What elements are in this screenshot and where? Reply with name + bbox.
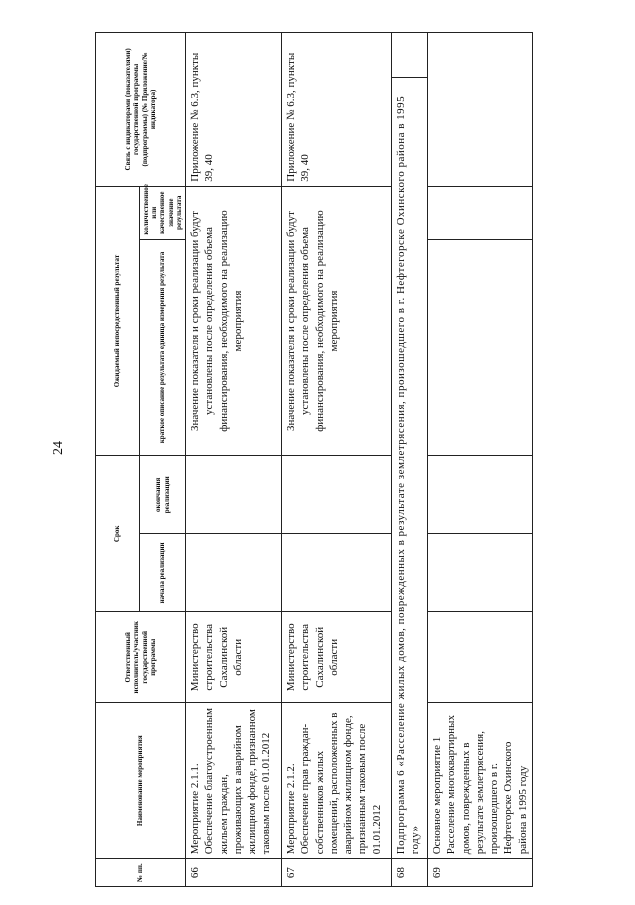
row-result-desc (428, 239, 533, 456)
table-row (186, 33, 282, 887)
row-link (428, 33, 533, 187)
subprogram-title: Подпрограмма 6 «Расселение жилых домов, поврежденных в результате землетрясения, произошедшего в г. Нефтегорске Охинского района в 1995 году» (392, 78, 428, 859)
subprogram-num: 68 (392, 859, 428, 887)
subprogram-row (392, 33, 428, 887)
row-name: Основное мероприятие 1 Расселение многоквартирных домов, поврежденных в результате землетрясения, произошедшего в г. Нефтегорске Охинского района в 1995 году (428, 703, 533, 859)
row-term-end (428, 456, 533, 534)
table-wrapper (95, 32, 590, 887)
header-result: Ожидаемый непосредственный результат (96, 186, 140, 456)
row-term-start (428, 534, 533, 612)
page-number: 24 (51, 441, 66, 455)
row-result: Значение показателя и сроки реализации будут установлены после определения объема финансирования, необходимого на реализацию мероприятия (282, 186, 392, 456)
row-name: Мероприятие 2.1.1. Обеспечение благоустроенным жильем граждан, проживающих в аварийном жилищном фонде, признанном таковым после 01.01.2012 (186, 703, 282, 859)
row-name: Мероприятие 2.1.2. Обеспечение прав граждан-собственников жилых помещений, расположенных в аварийном жилищном фонде, признанным таковым после 01.01.2012 (282, 703, 392, 859)
row-result: Значение показателя и сроки реализации будут установлены после определения объема финансирования, необходимого на реализацию мероприятия (186, 186, 282, 456)
row-num: 67 (282, 859, 392, 887)
row-term-end (186, 456, 282, 534)
row-term-end (282, 456, 392, 534)
row-term-start (186, 534, 282, 612)
row-result-value (428, 186, 533, 239)
table-row (428, 33, 533, 887)
measures-table (95, 32, 590, 887)
header-term-start: начала реализации (140, 534, 186, 612)
row-num: 66 (186, 859, 282, 887)
subprogram-empty (392, 33, 428, 78)
header-term-end: окончания реализации (140, 456, 186, 534)
header-result-value: количественное или качественное значение результата (140, 186, 186, 239)
header-result-desc: краткое описание результата единица измерения результата (140, 239, 186, 456)
row-link: Приложение № 6.3, пункты 39, 40 (282, 33, 392, 187)
header-term: Срок (96, 456, 140, 612)
header-num: № пп. (96, 859, 186, 887)
row-responsible: Министерство строительства Сахалинской области (186, 612, 282, 703)
table-row (282, 33, 392, 887)
row-responsible: Министерство строительства Сахалинской области (282, 612, 392, 703)
row-link: Приложение № 6.3, пункты 39, 40 (186, 33, 282, 187)
row-responsible (428, 612, 533, 703)
header-name: Наименование мероприятия (96, 703, 186, 859)
row-num: 69 (428, 859, 533, 887)
header-link: Связь с индикаторами (показателями) государственной программы (подпрограммы) (№ Приложение/№ индикатора) (96, 33, 186, 187)
header-responsible: Ответственный исполнитель/участник государственной программы (96, 612, 186, 703)
row-term-start (282, 534, 392, 612)
